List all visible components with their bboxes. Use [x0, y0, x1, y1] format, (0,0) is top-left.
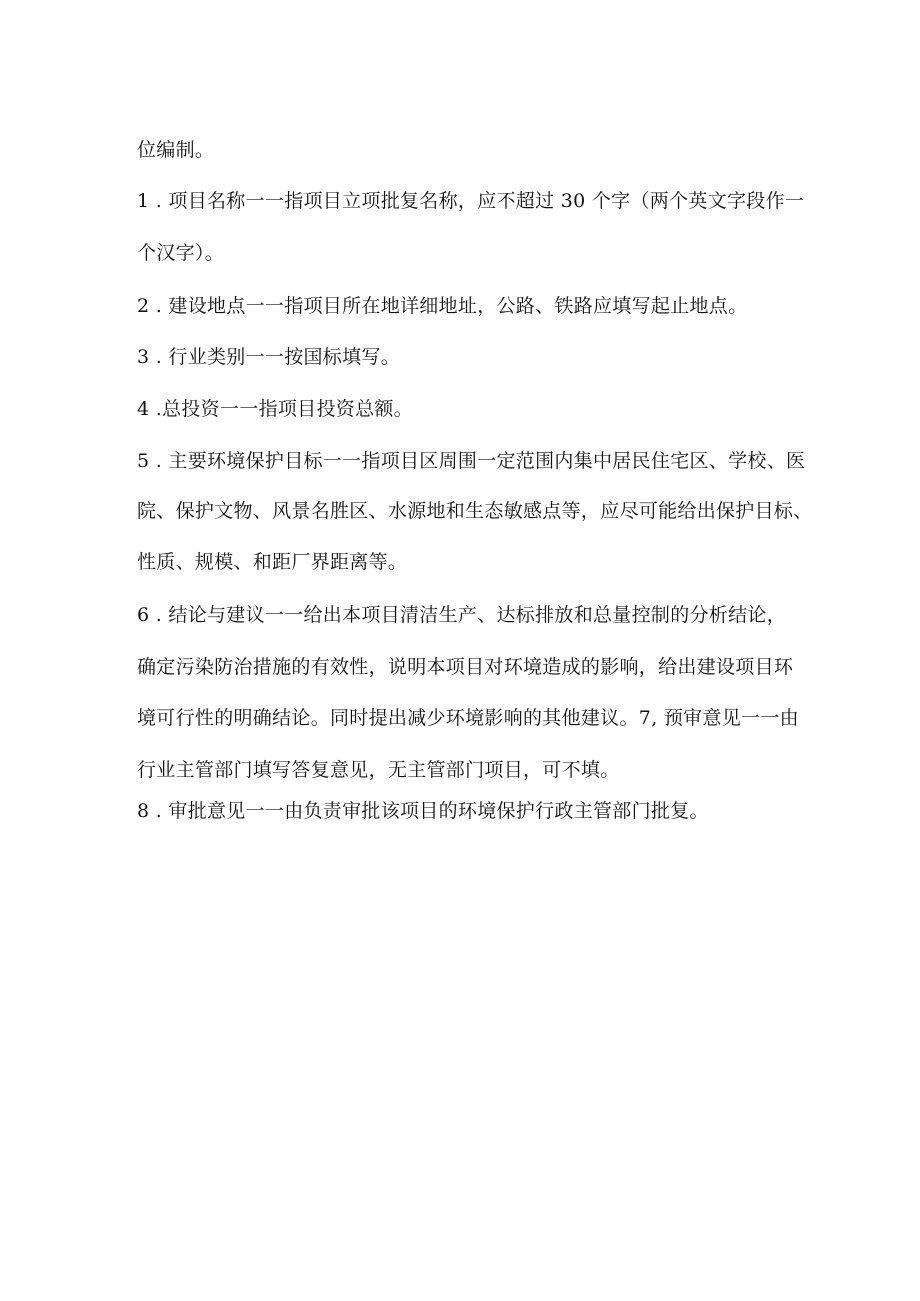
text-line: 3 . 行业类别一一按国标填写。 [137, 346, 401, 368]
text-line: 院、保护文物、风景名胜区、水源地和生态敏感点等，应尽可能给出保护目标、 [137, 500, 813, 522]
text-line: 确定污染防治措施的有效性，说明本项目对环境造成的影响，给出建设项目环 [137, 656, 794, 678]
text-line: 个汉字）。 [137, 242, 225, 264]
text-line: 6 . 结论与建议一一给出本项目清洁生产、达标排放和总量控制的分析结论， [137, 604, 787, 626]
text-line: 4 .总投资一一指项目投资总额。 [137, 398, 413, 420]
text-line: 行业主管部门填写答复意见，无主管部门项目，可不填。 [137, 759, 620, 781]
text-line: 性质、规模、和距厂界距离等。 [137, 551, 408, 573]
text-line: 8 . 审批意见一一由负责审批该项目的环境保护行政主管部门批复。 [137, 800, 709, 822]
text-line: 1 . 项目名称一一指项目立项批复名称，应不超过 30 个字（两个英文字段作一 [137, 190, 805, 212]
text-line: 5 . 主要环境保护目标一一指项目区周围一定范围内集中居民住宅区、学校、医 [137, 450, 806, 472]
text-line: 境可行性的明确结论。同时提出减少环境影响的其他建议。7, 预审意见一一由 [137, 707, 799, 729]
text-line: 位编制。 [137, 139, 215, 161]
text-line: 2 . 建设地点一一指项目所在地详细地址，公路、铁路应填写起止地点。 [137, 295, 748, 317]
